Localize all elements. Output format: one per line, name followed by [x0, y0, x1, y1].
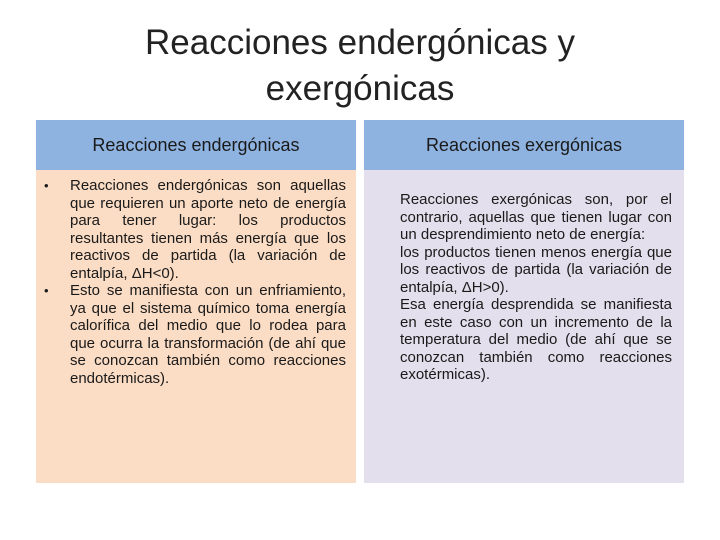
endergonic-bullet-2-text: Esto se manifiesta con un enfriamiento, ya que el sistema químico toma energía calorífica del medio que lo rodea para que ocurra la transformación (de ahí que se conozcan también como reacciones endotérmicas). — [70, 282, 346, 387]
endergonic-bullet-1 — [44, 177, 346, 282]
endergonic-bullet-1-text: Reacciones endergónicas son aquellas que requieren un aporte neto de energía para tener lugar: los productos resultantes tienen más energía que los reactivos de partida (la variación de entalpía, ΔH<0). — [70, 177, 346, 282]
exergonic-header-label: Reacciones exergónicas — [425, 134, 623, 155]
slide-title: Reacciones endergónicas y exergónicas — [145, 23, 575, 108]
endergonic-header — [36, 120, 356, 170]
exergonic-paragraph-1: Reacciones exergónicas son, por el contrario, aquellas que tienen lugar con un desprendimiento neto de energía: — [400, 191, 672, 243]
endergonic-body — [36, 170, 356, 483]
endergonic-bullet-list — [44, 177, 346, 387]
endergonic-bullet-2 — [44, 282, 346, 387]
exergonic-header — [364, 120, 684, 170]
exergonic-paragraph-2: los productos tienen menos energía que los reactivos de partida (la variación de entalpía, ΔH>0). — [400, 243, 672, 296]
bullet-icon: • — [44, 178, 49, 193]
bullet-icon: • — [44, 283, 49, 298]
endergonic-header-label: Reacciones endergónicas — [92, 134, 300, 155]
exergonic-body — [364, 170, 684, 483]
exergonic-paragraph-3: Esa energía desprendida se manifiesta en este caso con un incremento de la temperatura del medio (de ahí que se conozcan también como reacciones exotérmicas). — [400, 296, 672, 383]
